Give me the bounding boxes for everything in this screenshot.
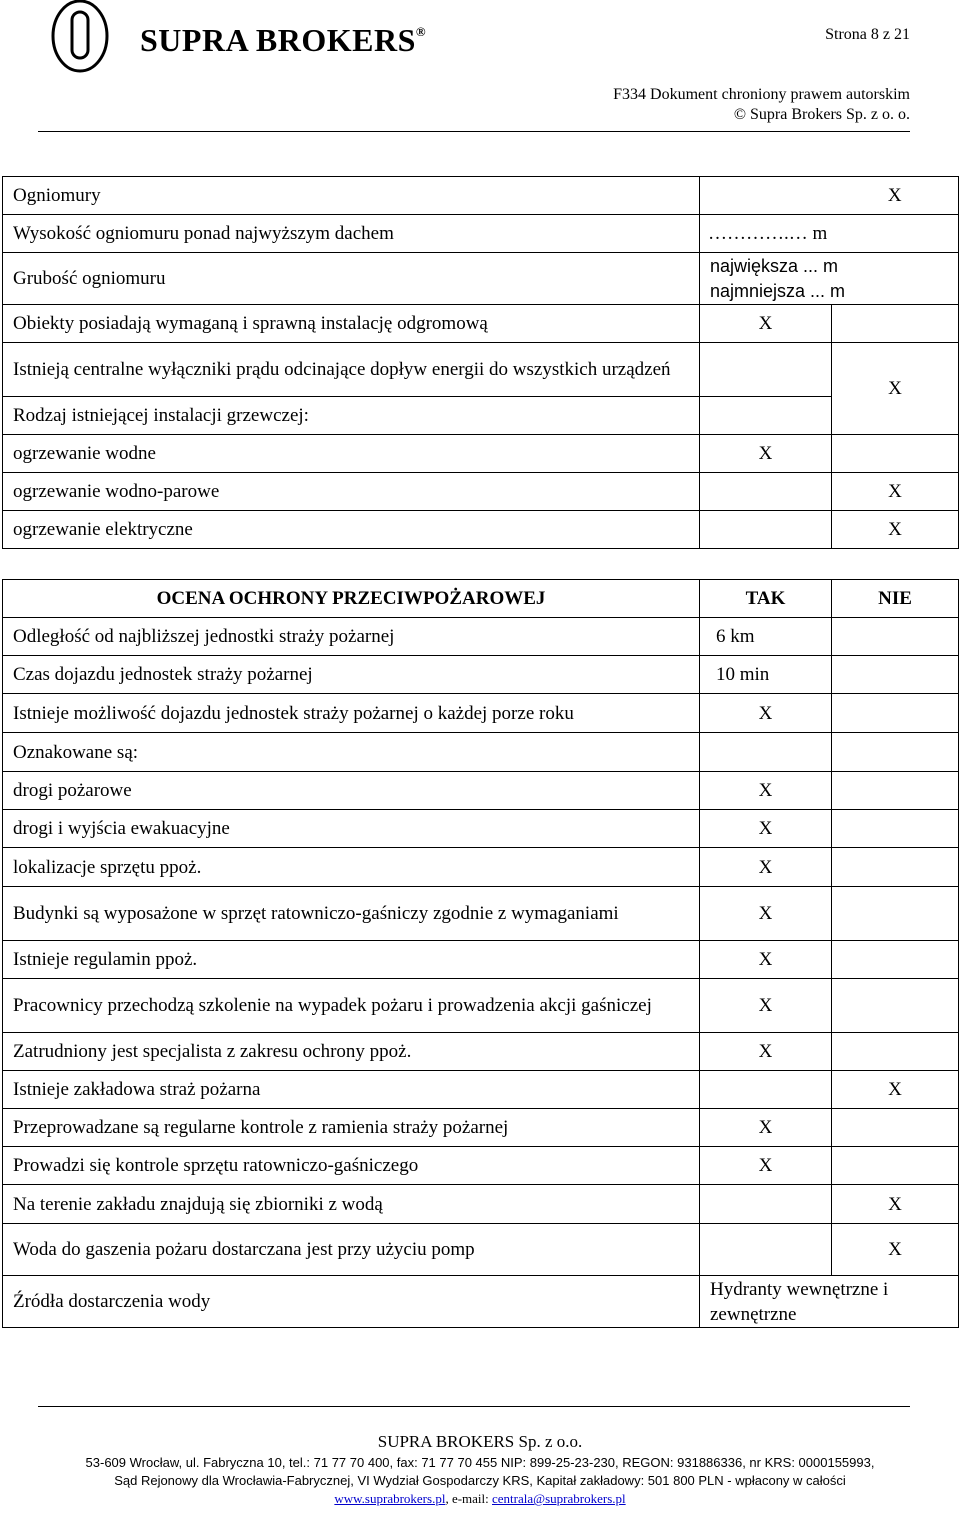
tak-cell: X [700,979,832,1033]
table-row [3,1033,959,1071]
table-row [3,656,959,694]
table-row [3,215,959,253]
row-label: Istnieje regulamin ppoż. [3,941,700,979]
row-label: drogi i wyjścia ewakuacyjne [3,810,700,848]
table-row [3,305,959,343]
fire-protection-rows [3,618,959,1328]
table-row [3,1276,959,1328]
nie-cell [832,1109,959,1147]
tak-cell: X [700,1033,832,1071]
email-prefix: , e-mail: [445,1491,493,1506]
tak-cell: X [700,941,832,979]
nie-cell [832,887,959,941]
tak-cell: X [700,1147,832,1185]
row-label: Wysokość ogniomuru ponad najwyższym dachem [3,215,700,253]
footer-contact [0,1491,960,1507]
row-label: Rodzaj istniejącej instalacji grzewczej: [3,397,700,435]
table-row [3,848,959,887]
water-source-value: Hydranty wewnętrzne i zewnętrzne [700,1276,959,1328]
table-row [3,887,959,941]
table-row [3,253,959,305]
table-row [3,810,959,848]
row-label: Przeprowadzane są regularne kontrole z ramienia straży pożarnej [3,1109,700,1147]
row-label: Budynki są wyposażone w sprzęt ratowniczo-gaśniczy zgodnie z wymaganiami [3,887,700,941]
nie-cell [832,941,959,979]
table-row [3,941,959,979]
footer-company: SUPRA BROKERS Sp. z o.o. [377,1432,583,1451]
mark-cell: X [832,511,959,549]
copyright-owner: © Supra Brokers Sp. z o. o. [733,106,910,123]
table-row [3,511,959,549]
tak-cell: X [700,1109,832,1147]
nie-cell [832,1147,959,1185]
nie-cell [832,979,959,1033]
table-row [3,772,959,810]
row-label: Prowadzi się kontrole sprzętu ratowniczo-gaśniczego [3,1147,700,1185]
column-header-nie: NIE [832,580,959,618]
footer-court: Sąd Rejonowy dla Wrocławia-Fabrycznej, VI Wydział Gospodarczy KRS, Kapitał zakładowy: 501 800 PLN - wpłacony w całości [114,1473,846,1488]
brand-name: SUPRA BROKERS® [140,22,427,58]
row-label: Istnieje możliwość dojazdu jednostek straży pożarnej o każdej porze roku [3,694,700,733]
table-row [3,694,959,733]
table-row [3,177,959,215]
row-label: Istnieją centralne wyłączniki prądu odcinające dopływ energii do wszystkich urządzeń [3,343,700,397]
tak-cell: X [700,810,832,848]
row-label: Pracownicy przechodzą szkolenie na wypadek pożaru i prowadzenia akcji gaśniczej [3,979,700,1033]
table-row [3,1071,959,1109]
row-label: Odległość od najbliższej jednostki straży pożarnej [3,618,700,656]
email-link[interactable]: centrala@suprabrokers.pl [492,1491,626,1506]
page-number: Strona 8 z 21 [825,26,910,43]
table-row [3,435,959,473]
header-divider [38,131,910,132]
row-label: Na terenie zakładu znajdują się zbiorniki z wodą [3,1185,700,1224]
tak-cell: 6 km [700,618,832,656]
tak-cell [700,733,832,772]
table-row [3,733,959,772]
tak-cell [700,1185,832,1224]
tak-cell: X [700,848,832,887]
table-row [3,1224,959,1276]
nie-cell [832,848,959,887]
row-label: Źródła dostarczenia wody [3,1276,700,1328]
row-label: Woda do gaszenia pożaru dostarczana jest przy użyciu pomp [3,1224,700,1276]
copyright-notice: F334 Dokument chroniony prawem autorskim [613,86,910,103]
nie-cell [832,733,959,772]
tak-cell: X [700,887,832,941]
row-label: ogrzewanie elektryczne [3,511,700,549]
tak-cell: X [700,772,832,810]
nie-cell: X [832,1224,959,1276]
building-features-table [2,176,959,549]
table-row [3,1109,959,1147]
row-label: Istnieje zakładowa straż pożarna [3,1071,700,1109]
table-row [3,1185,959,1224]
nie-cell [832,772,959,810]
mark-cell: X [832,177,959,215]
nie-cell [832,810,959,848]
table-row [3,473,959,511]
column-header-tak: TAK [700,580,832,618]
mark-cell: X [700,435,832,473]
thickness-min: najmniejsza ... m [710,280,846,301]
mark-cell: X [832,343,959,435]
table-row [3,1147,959,1185]
company-logo [50,0,110,74]
nie-cell: X [832,1071,959,1109]
table-row [3,343,959,397]
tak-cell [700,1071,832,1109]
registered-mark: ® [415,24,427,39]
table-row [3,618,959,656]
nie-cell: X [832,1185,959,1224]
footer-address: 53-609 Wrocław, ul. Fabryczna 10, tel.: 71 77 70 400, fax: 71 77 70 455 NIP: 899-25-23-230, REGON: 931886336, nr KRS: 0000155993, [85,1455,875,1470]
table-row [3,979,959,1033]
height-value: ………….… m [700,215,959,253]
mark-cell: X [832,473,959,511]
website-link[interactable]: www.suprabrokers.pl [334,1491,446,1506]
row-label: Zatrudniony jest specjalista z zakresu ochrony ppoż. [3,1033,700,1071]
table-title: OCENA OCHRONY PRZECIWPOŻAROWEJ [3,580,700,618]
row-label: Oznakowane są: [3,733,700,772]
row-label: drogi pożarowe [3,772,700,810]
tak-cell: X [700,694,832,733]
nie-cell [832,656,959,694]
fire-protection-table [2,579,959,1328]
mark-cell: X [700,305,832,343]
table-row [3,397,959,435]
nie-cell [832,694,959,733]
row-label: Grubość ogniomuru [3,253,700,305]
footer-divider [38,1406,910,1407]
table-header-row [3,580,959,618]
row-label: ogrzewanie wodne [3,435,700,473]
row-label: ogrzewanie wodno-parowe [3,473,700,511]
tak-cell: 10 min [700,656,832,694]
row-label: Czas dojazdu jednostek straży pożarnej [3,656,700,694]
nie-cell [832,618,959,656]
nie-cell [832,1033,959,1071]
tak-cell [700,1224,832,1276]
thickness-values [700,253,959,305]
row-label: Ogniomury [3,177,700,215]
thickness-max: największa ... m [710,255,839,276]
row-label: Obiekty posiadają wymaganą i sprawną instalację odgromową [3,305,700,343]
row-label: lokalizacje sprzętu ppoż. [3,848,700,887]
